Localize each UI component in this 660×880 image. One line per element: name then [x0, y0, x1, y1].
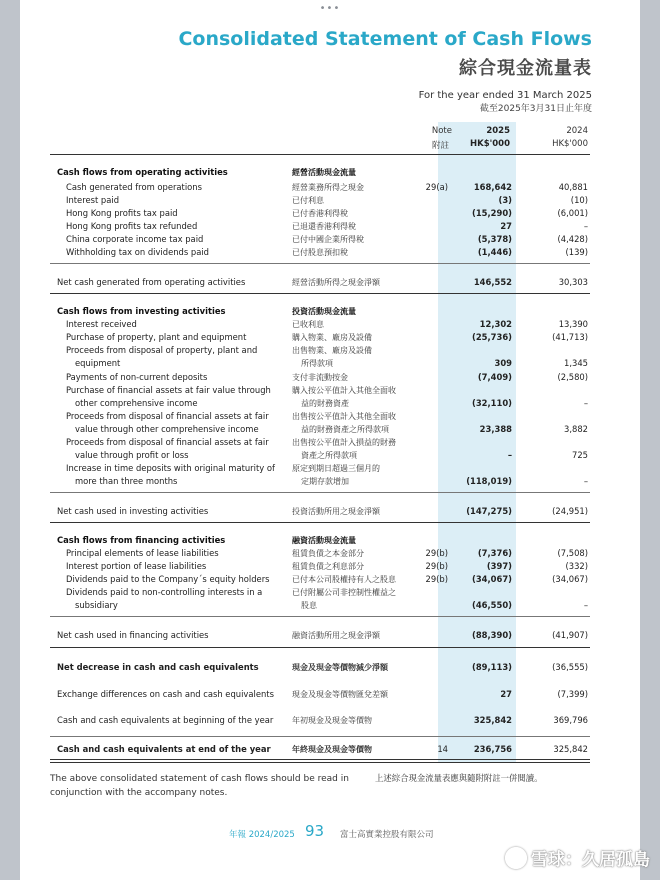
row-label-english: Cash flows from investing activities [57, 306, 226, 316]
footnote-english: The above consolidated statement of cash flows should be read in conjunction with the accompany notes. [50, 774, 349, 798]
table-rule [50, 492, 590, 493]
row-label-chinese: 股息 [301, 601, 317, 610]
table-row [20, 398, 640, 412]
row-label-chinese: 現金及現金等價物匯兌差額 [292, 690, 388, 699]
footer-company: 富士高實業控股有限公司 [340, 830, 434, 840]
footnote-chinese: 上述綜合現金流量表應與隨附附註一併閱讀。 [375, 773, 543, 783]
row-note: 29(b) [425, 574, 448, 584]
watermark-text: 雪球：久居孤島 [531, 850, 650, 870]
row-label-chinese: 已付利息 [292, 196, 324, 205]
row-label-chinese: 年終現金及現金等價物 [292, 745, 372, 754]
row-label-english: Withholding tax on dividends paid [66, 247, 209, 257]
row-value-2024: (332) [565, 561, 588, 571]
row-label-chinese: 已退還香港利得稅 [292, 222, 356, 231]
table-row [20, 587, 640, 601]
row-value-2025: (25,736) [472, 332, 512, 342]
row-label-english: Hong Kong profits tax refunded [66, 221, 198, 231]
row-value-2024: (6,001) [557, 208, 588, 218]
row-label-english: Proceeds from disposal of property, plant and [66, 345, 258, 355]
row-label-english: Cash and cash equivalents at end of the year [57, 744, 271, 754]
drag-handle-icon[interactable]: ••• [319, 3, 341, 14]
table-row [20, 319, 640, 333]
row-value-2025: (1,446) [477, 247, 512, 257]
table-rule [50, 762, 590, 763]
title-english: Consolidated Statement of Cash Flows [178, 28, 592, 50]
table-row [20, 535, 640, 549]
row-label-english: Increase in time deposits with original maturity of [66, 463, 275, 473]
row-value-2025: (32,110) [472, 398, 512, 408]
row-value-2024: – [583, 221, 588, 231]
row-label-english: Exchange differences on cash and cash equivalents [57, 689, 274, 699]
row-label-english: Cash generated from operations [66, 182, 202, 192]
row-value-2025: 168,642 [473, 182, 512, 192]
row-value-2024: (7,399) [557, 689, 588, 699]
row-label-chinese: 原定到期日超過三個月的 [292, 464, 380, 473]
row-value-2025: (15,290) [472, 208, 512, 218]
row-value-2024: – [583, 398, 588, 408]
row-value-2025: (5,378) [477, 234, 512, 244]
table-row [20, 662, 640, 676]
header-note: Note [431, 126, 452, 136]
row-label-english: more than three months [75, 476, 178, 486]
row-label-english: Net cash used in financing activities [57, 630, 209, 640]
row-label-chinese: 定期存款增加 [301, 477, 349, 486]
table-row [20, 561, 640, 575]
table-row [20, 277, 640, 291]
row-value-2025: 27 [500, 221, 512, 231]
row-label-english: Interest paid [66, 195, 120, 205]
row-value-2025: (46,550) [472, 600, 512, 610]
row-label-english: Purchase of property, plant and equipment [66, 332, 247, 342]
table-row [20, 574, 640, 588]
period-chinese: 截至2025年3月31日止年度 [479, 104, 592, 114]
row-label-english: Cash flows from financing activities [57, 535, 226, 545]
row-note: 29(b) [425, 561, 448, 571]
table-row [20, 332, 640, 346]
row-value-2024: 13,390 [558, 319, 588, 329]
row-value-2024: (34,067) [552, 574, 588, 584]
row-label-english: Hong Kong profits tax paid [66, 208, 178, 218]
row-label-chinese: 益的財務資產之所得款項 [301, 425, 389, 434]
row-label-english: Purchase of financial assets at fair value through [66, 385, 271, 395]
table-row [20, 234, 640, 248]
row-label-chinese: 現金及現金等價物減少淨額 [292, 663, 388, 672]
row-label-english: Proceeds from disposal of financial assets at fair [66, 437, 269, 447]
table-row [20, 437, 640, 451]
row-label-english: Cash and cash equivalents at beginning of the year [57, 715, 274, 725]
row-value-2024: 369,796 [553, 715, 588, 725]
row-label-english: equipment [75, 358, 121, 368]
row-label-english: Dividends paid to the Company´s equity holders [66, 574, 270, 584]
row-label-english: Cash flows from operating activities [57, 167, 228, 177]
table-row [20, 744, 640, 758]
row-label-chinese: 租賃負債之利息部分 [292, 562, 364, 571]
row-value-2024: (41,713) [552, 332, 588, 342]
header-2024: 2024 [566, 126, 588, 136]
row-label-english: China corporate income tax paid [66, 234, 204, 244]
row-value-2025: 23,388 [479, 424, 512, 434]
period-english: For the year ended 31 March 2025 [418, 90, 592, 101]
table-row [20, 476, 640, 490]
row-label-english: Principal elements of lease liabilities [66, 548, 219, 558]
row-label-english: Payments of non-current deposits [66, 372, 208, 382]
row-label-chinese: 已付本公司股權持有人之股息 [292, 575, 396, 584]
row-note: 29(b) [425, 548, 448, 558]
row-value-2024: (10) [570, 195, 588, 205]
row-label-chinese: 出售物業、廠房及設備 [292, 346, 372, 355]
row-value-2025: 236,756 [473, 744, 512, 754]
table-rule [50, 522, 590, 523]
table-rule [50, 647, 590, 648]
row-value-2025: (118,019) [466, 476, 512, 486]
header-note-zh: 附註 [431, 141, 449, 151]
row-value-2025: (147,275) [466, 506, 512, 516]
table-row [20, 411, 640, 425]
row-value-2025: (89,113) [472, 662, 512, 672]
row-value-2025: 146,552 [473, 277, 512, 287]
row-note: 14 [437, 744, 448, 754]
header-rule [50, 154, 590, 155]
row-value-2024: (36,555) [552, 662, 588, 672]
row-label-chinese: 年初現金及現金等價物 [292, 716, 372, 725]
row-label-english: Dividends paid to non-controlling interests in a [66, 587, 263, 597]
footer-report: 年報 2024/2025 [229, 830, 295, 840]
row-label-english: Net cash generated from operating activities [57, 277, 246, 287]
table-rule [50, 616, 590, 617]
row-value-2024: 40,881 [558, 182, 588, 192]
row-value-2024: 325,842 [553, 744, 588, 754]
row-label-chinese: 經營活動所得之現金淨額 [292, 278, 380, 287]
watermark [505, 845, 650, 870]
row-label-english: other comprehensive income [75, 398, 198, 408]
row-value-2025: (34,067) [472, 574, 512, 584]
row-value-2025: – [507, 450, 512, 460]
row-value-2024: 30,303 [558, 277, 588, 287]
row-value-2024: 725 [572, 450, 588, 460]
header-2025: 2025 [486, 126, 510, 136]
table-row [20, 167, 640, 181]
row-label-chinese: 所得款項 [301, 359, 333, 368]
table-row [20, 450, 640, 464]
table-rule [50, 293, 590, 294]
row-value-2024: (24,951) [552, 506, 588, 516]
row-value-2025: (7,409) [477, 372, 512, 382]
row-value-2024: (139) [565, 247, 588, 257]
row-label-chinese: 已付中國企業所得稅 [292, 235, 364, 244]
table-row [20, 424, 640, 438]
row-label-chinese: 已付香港利得稅 [292, 209, 348, 218]
table-row [20, 689, 640, 703]
row-label-chinese: 經營業務所得之現金 [292, 183, 364, 192]
row-value-2025: (3) [498, 195, 512, 205]
row-value-2025: (7,376) [477, 548, 512, 558]
table-row [20, 208, 640, 222]
row-label-english: Interest received [66, 319, 137, 329]
row-label-chinese: 租賃負債之本金部分 [292, 549, 364, 558]
row-value-2024: (4,428) [557, 234, 588, 244]
table-row [20, 358, 640, 372]
header-2024-unit: HK$'000 [552, 139, 588, 149]
row-label-chinese: 購入物業、廠房及設備 [292, 333, 372, 342]
table-row [20, 506, 640, 520]
table-row [20, 372, 640, 386]
row-label-chinese: 投資活動所用之現金淨額 [292, 507, 380, 516]
table-row [20, 548, 640, 562]
row-value-2025: 309 [494, 358, 512, 368]
row-label-chinese: 出售按公平值計入損益的財務 [292, 438, 396, 447]
table-rule [50, 736, 590, 737]
table-row [20, 463, 640, 477]
row-label-chinese: 融資活動所用之現金淨額 [292, 631, 380, 640]
row-value-2024: – [583, 476, 588, 486]
table-row [20, 715, 640, 729]
table-rule [50, 263, 590, 264]
page-number: 93 [305, 822, 325, 840]
row-value-2024: 3,882 [564, 424, 588, 434]
row-value-2024: 1,345 [564, 358, 588, 368]
row-label-english: value through profit or loss [75, 450, 189, 460]
row-value-2024: (41,907) [552, 630, 588, 640]
table-row [20, 195, 640, 209]
title-chinese: 綜合現金流量表 [459, 58, 592, 79]
row-value-2024: (2,580) [557, 372, 588, 382]
row-label-english: Net cash used in investing activities [57, 506, 209, 516]
row-value-2024: (7,508) [557, 548, 588, 558]
row-label-chinese: 已付附屬公司非控制性權益之 [292, 588, 396, 597]
row-value-2025: (397) [486, 561, 512, 571]
statement-page [20, 0, 640, 880]
row-label-chinese: 投資活動現金流量 [292, 307, 356, 316]
table-row [20, 182, 640, 196]
page-footer [20, 822, 640, 842]
row-label-chinese: 資產之所得款項 [301, 451, 357, 460]
row-label-chinese: 出售按公平值計入其他全面收 [292, 412, 396, 421]
table-row [20, 247, 640, 261]
row-value-2025: 27 [500, 689, 512, 699]
table-row [20, 630, 640, 644]
row-label-chinese: 益的財務資產 [301, 399, 349, 408]
table-row [20, 600, 640, 614]
row-value-2025: 325,842 [473, 715, 512, 725]
row-label-english: Interest portion of lease liabilities [66, 561, 207, 571]
row-value-2024: – [583, 600, 588, 610]
row-label-english: subsidiary [75, 600, 118, 610]
row-label-chinese: 融資活動現金流量 [292, 536, 356, 545]
table-rule [50, 759, 590, 760]
row-label-chinese: 已收利息 [292, 320, 324, 329]
row-label-chinese: 已付股息預扣稅 [292, 248, 348, 257]
row-label-chinese: 經營活動現金流量 [292, 168, 356, 177]
table-row [20, 345, 640, 359]
row-label-chinese: 支付非流動按金 [292, 373, 348, 382]
header-2025-unit: HK$'000 [470, 139, 510, 149]
table-row [20, 306, 640, 320]
table-row [20, 385, 640, 399]
snowball-logo-icon [505, 847, 527, 869]
row-note: 29(a) [425, 182, 448, 192]
row-label-english: value through other comprehensive income [75, 424, 259, 434]
row-value-2025: (88,390) [472, 630, 512, 640]
row-label-chinese: 購入按公平值計入其他全面收 [292, 386, 396, 395]
table-row [20, 221, 640, 235]
row-label-english: Proceeds from disposal of financial assets at fair [66, 411, 269, 421]
row-label-english: Net decrease in cash and cash equivalents [57, 662, 259, 672]
row-value-2025: 12,302 [479, 319, 512, 329]
